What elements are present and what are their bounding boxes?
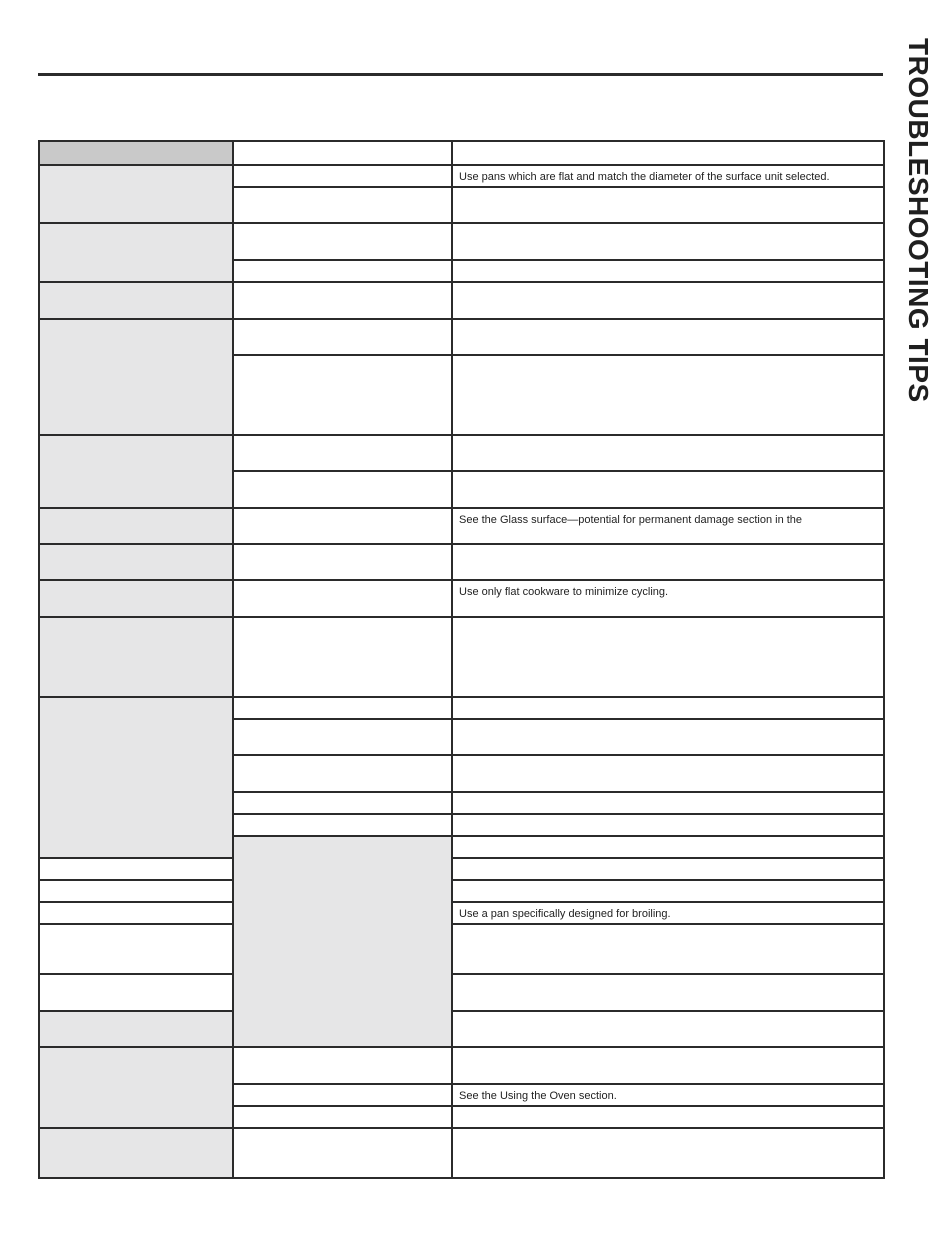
what-to-do-text xyxy=(459,545,877,549)
possible-cause-cell xyxy=(233,187,452,223)
table-row xyxy=(39,880,884,902)
table-row xyxy=(39,1047,884,1084)
what-to-do-text xyxy=(459,925,877,929)
possible-cause-cell xyxy=(233,719,452,755)
possible-cause-cell xyxy=(39,858,233,880)
what-to-do-text xyxy=(459,720,877,724)
problem-cell xyxy=(39,435,233,508)
what-to-do-text xyxy=(459,261,877,265)
what-to-do-cell xyxy=(452,260,884,282)
what-to-do-cell xyxy=(452,792,884,814)
table-row xyxy=(39,858,884,880)
possible-cause-cell xyxy=(233,697,452,719)
what-to-do-cell xyxy=(452,508,884,544)
what-to-do-text xyxy=(459,356,877,360)
problem-cell xyxy=(233,836,452,1047)
table-row xyxy=(39,924,884,974)
table-row xyxy=(39,1011,884,1047)
what-to-do-cell xyxy=(452,355,884,435)
table-header-row xyxy=(39,141,884,165)
what-to-do-text xyxy=(459,698,877,702)
what-to-do-text xyxy=(459,188,877,192)
what-to-do-cell xyxy=(452,697,884,719)
problem-cell xyxy=(39,1011,233,1047)
possible-cause-cell xyxy=(39,974,233,1011)
possible-cause-cell xyxy=(39,924,233,974)
table-row xyxy=(39,223,884,260)
problem-cell xyxy=(39,165,233,223)
possible-cause-cell xyxy=(39,880,233,902)
table-row xyxy=(39,902,884,924)
what-to-do-cell xyxy=(452,319,884,355)
what-to-do-cell xyxy=(452,187,884,223)
what-to-do-cell xyxy=(452,471,884,508)
what-to-do-text xyxy=(459,975,877,979)
what-to-do-text: Use a pan specifically designed for broiling. xyxy=(459,908,671,920)
what-to-do-cell xyxy=(452,1084,884,1106)
what-to-do-cell xyxy=(452,544,884,580)
what-to-do-cell xyxy=(452,617,884,697)
possible-cause-cell xyxy=(233,508,452,544)
table-row xyxy=(39,544,884,580)
header-cell-cause xyxy=(233,141,452,165)
possible-cause-cell xyxy=(233,435,452,471)
header-cell-what-to-do xyxy=(452,141,884,165)
what-to-do-cell xyxy=(452,580,884,617)
what-to-do-text xyxy=(459,793,877,797)
what-to-do-cell xyxy=(452,814,884,836)
table-row xyxy=(39,508,884,544)
table-row xyxy=(39,617,884,697)
what-to-do-text xyxy=(459,1107,877,1111)
possible-cause-cell xyxy=(233,260,452,282)
possible-cause-cell xyxy=(233,1084,452,1106)
section-title: TROUBLESHOOTING TIPS xyxy=(903,38,934,403)
what-to-do-text: See the Using the Oven section. xyxy=(459,1090,617,1102)
possible-cause-cell xyxy=(233,282,452,319)
possible-cause-cell xyxy=(233,1047,452,1084)
what-to-do-cell xyxy=(452,1047,884,1084)
possible-cause-cell xyxy=(233,1106,452,1128)
what-to-do-text: See the Glass surface—potential for permanent damage section in the xyxy=(459,514,803,526)
possible-cause-cell xyxy=(233,617,452,697)
possible-cause-cell xyxy=(452,1011,884,1047)
table-row xyxy=(39,282,884,319)
table-row xyxy=(39,319,884,355)
problem-cell xyxy=(39,544,233,580)
what-to-do-text xyxy=(459,472,877,476)
table-row xyxy=(39,1128,884,1178)
possible-cause-cell xyxy=(233,355,452,435)
problem-cell xyxy=(39,697,233,858)
table-row xyxy=(39,435,884,471)
what-to-do-cell xyxy=(452,858,884,880)
what-to-do-text xyxy=(459,1129,877,1133)
what-to-do-cell xyxy=(452,282,884,319)
what-to-do-cell xyxy=(452,719,884,755)
possible-cause-cell xyxy=(39,902,233,924)
what-to-do-text xyxy=(459,756,877,760)
possible-cause-cell xyxy=(233,792,452,814)
problem-cell xyxy=(39,1128,233,1178)
what-to-do-text xyxy=(459,224,877,228)
possible-cause-cell xyxy=(233,165,452,187)
problem-cell xyxy=(39,508,233,544)
table-row xyxy=(39,165,884,187)
table-body xyxy=(39,165,884,1178)
what-to-do-cell xyxy=(452,1106,884,1128)
table-row xyxy=(39,580,884,617)
possible-cause-cell xyxy=(233,544,452,580)
what-to-do-cell xyxy=(452,165,884,187)
what-to-do-text xyxy=(459,618,877,622)
possible-cause-cell xyxy=(233,1128,452,1178)
possible-cause-cell xyxy=(233,580,452,617)
possible-cause-cell xyxy=(233,814,452,836)
what-to-do-text xyxy=(459,1048,877,1052)
header-rule xyxy=(38,73,883,76)
what-to-do-text xyxy=(459,881,877,885)
what-to-do-cell xyxy=(452,902,884,924)
what-to-do-text: Use only flat cookware to minimize cycling. xyxy=(459,586,669,598)
possible-cause-cell xyxy=(233,319,452,355)
what-to-do-cell xyxy=(452,755,884,792)
possible-cause-cell xyxy=(233,223,452,260)
what-to-do-text xyxy=(459,436,877,440)
table-row xyxy=(39,974,884,1011)
possible-cause-cell xyxy=(452,836,884,858)
what-to-do-cell xyxy=(452,880,884,902)
problem-cell xyxy=(39,580,233,617)
header-cell-problem xyxy=(39,141,233,165)
possible-cause-cell xyxy=(233,755,452,792)
what-to-do-text xyxy=(459,283,877,287)
possible-cause-cell xyxy=(233,471,452,508)
what-to-do-cell xyxy=(452,435,884,471)
problem-cell xyxy=(39,1047,233,1128)
what-to-do-cell xyxy=(452,974,884,1011)
what-to-do-text: Use pans which are flat and match the diameter of the surface unit selected. xyxy=(459,171,830,183)
troubleshooting-table xyxy=(38,140,885,1179)
table-row xyxy=(39,697,884,719)
problem-cell xyxy=(39,223,233,282)
what-to-do-text xyxy=(459,320,877,324)
what-to-do-cell xyxy=(452,924,884,974)
problem-cell xyxy=(39,282,233,319)
what-to-do-cell xyxy=(452,1128,884,1178)
what-to-do-cell xyxy=(452,223,884,260)
problem-cell xyxy=(39,617,233,697)
problem-cell xyxy=(39,319,233,435)
what-to-do-text xyxy=(459,815,877,819)
what-to-do-text xyxy=(459,859,877,863)
